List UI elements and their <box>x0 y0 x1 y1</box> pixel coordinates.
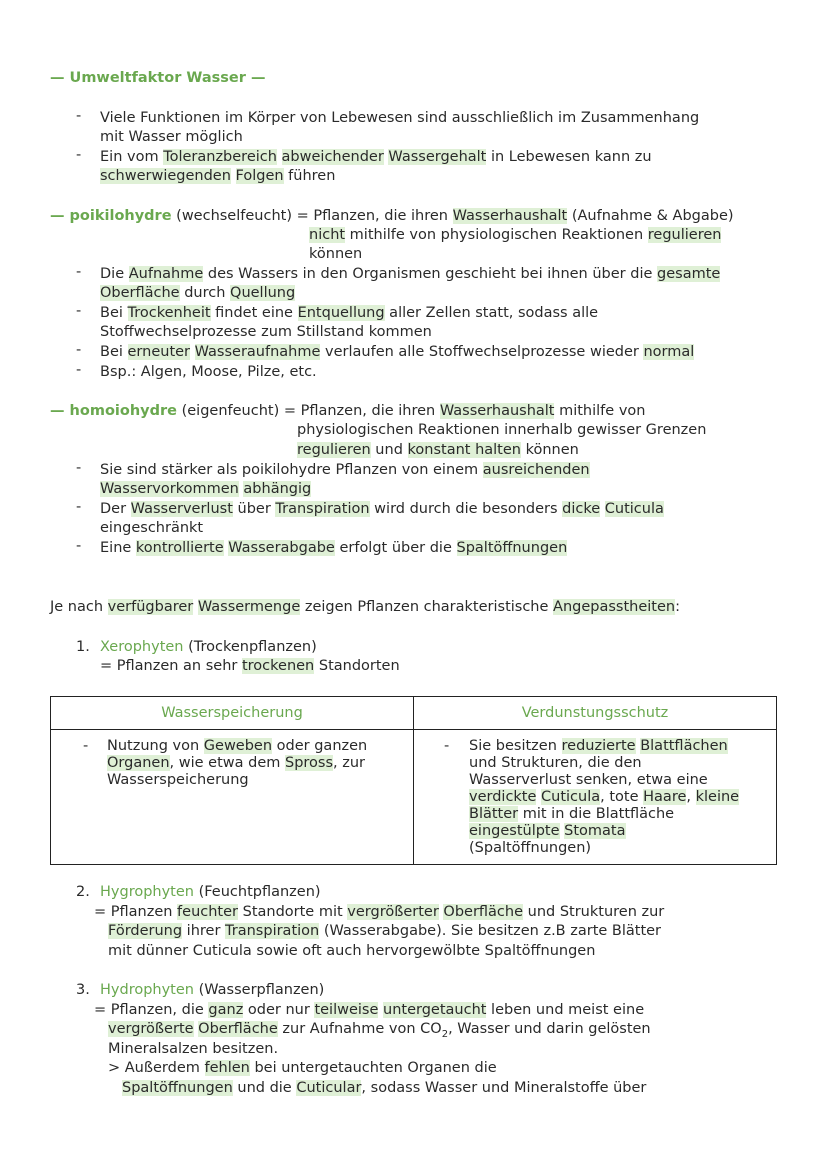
bullet-dash: - <box>76 108 82 124</box>
table-header-wasserspeicherung: Wasserspeicherung <box>51 697 414 730</box>
poikilo-definition: — poikilohydre (wechselfeucht) = Pflanzen, die ihren Wasserhaushalt (Aufnahme & Abgabe) <box>50 208 734 224</box>
poikilo-bullet-line: Stoffwechselprozesse zum Stillstand kommen <box>100 324 432 340</box>
hygrophyten-heading: Hygrophyten (Feuchtpflanzen) <box>100 884 321 900</box>
bullet-dash: - <box>76 342 82 358</box>
table-cell-line: und Strukturen, die den <box>469 755 642 771</box>
hygrophyten-definition-line: Förderung ihrer Transpiration (Wasserabgabe). Sie besitzen z.B zarte Blätter <box>108 923 662 939</box>
table-cell-line: Blätter mit in die Blattfläche <box>469 806 675 822</box>
table-cell-line: Wasserverlust senken, etwa eine <box>469 772 708 788</box>
xerophyten-table <box>50 696 777 865</box>
table-cell-line: Wasserspeicherung <box>107 772 249 788</box>
page-title: — Umweltfaktor Wasser — <box>50 70 266 86</box>
table-cell-line: Nutzung von Geweben oder ganzen <box>107 738 368 754</box>
table-cell <box>51 730 414 865</box>
bullet-dash: - <box>76 303 82 319</box>
intro-line: mit Wasser möglich <box>100 129 243 145</box>
table-header-verdunstungsschutz: Verdunstungsschutz <box>414 697 777 730</box>
hydrophyten-definition: = Pflanzen, die ganz oder nur teilweise untergetaucht leben und meist eine <box>94 1002 645 1018</box>
table-cell-line: eingestülpte Stomata <box>469 823 626 839</box>
poikilo-bullet: Die Aufnahme des Wassers in den Organismen geschieht bei ihnen über die gesamte <box>100 266 721 282</box>
homoio-definition-line: physiologischen Reaktionen innerhalb gewisser Grenzen <box>297 422 707 438</box>
homoio-definition-line: regulieren und konstant halten können <box>297 442 579 458</box>
hygrophyten-definition: = Pflanzen feuchter Standorte mit vergrößerter Oberfläche und Strukturen zur <box>94 904 665 920</box>
intro-line: Viele Funktionen im Körper von Lebewesen sind ausschließlich im Zusammenhang <box>100 110 700 126</box>
list-number: 1. <box>76 639 90 655</box>
intro-line: Ein vom Toleranzbereich abweichender Wassergehalt in Lebewesen kann zu <box>100 149 652 165</box>
hydrophyten-note: > Außerdem fehlen bei untergetauchten Organen die <box>108 1060 497 1076</box>
table-cell-line: (Spaltöffnungen) <box>469 840 592 856</box>
poikilo-bullet: Bsp.: Algen, Moose, Pilze, etc. <box>100 364 317 380</box>
homoio-definition: — homoiohydre (eigenfeucht) = Pflanzen, die ihren Wasserhaushalt mithilfe von <box>50 403 646 419</box>
poikilo-definition-line: können <box>309 246 363 262</box>
table-cell-line: Sie besitzen reduzierte Blattflächen <box>469 738 728 754</box>
homoio-bullet-line: eingeschränkt <box>100 520 204 536</box>
hydrophyten-heading: Hydrophyten (Wasserpflanzen) <box>100 982 325 998</box>
poikilo-bullet: Bei erneuter Wasseraufnahme verlaufen alle Stoffwechselprozesse wieder normal <box>100 344 695 360</box>
poikilo-definition-line: nicht mithilfe von physiologischen Reaktionen regulieren <box>309 227 722 243</box>
xerophyten-heading: Xerophyten (Trockenpflanzen) <box>100 639 317 655</box>
bullet-dash: - <box>76 362 82 378</box>
poikilo-bullet-line: Oberfläche durch Quellung <box>100 285 296 301</box>
hydrophyten-note-line: Spaltöffnungen und die Cuticular, sodass Wasser und Mineralstoffe über <box>122 1080 647 1096</box>
bullet-dash: - <box>83 738 89 754</box>
poikilo-bullet: Bei Trockenheit findet eine Entquellung aller Zellen statt, sodass alle <box>100 305 599 321</box>
table-cell-line: Organen, wie etwa dem Spross, zur <box>107 755 365 771</box>
bullet-dash: - <box>76 264 82 280</box>
homoio-bullet: Eine kontrollierte Wasserabgabe erfolgt über die Spaltöffnungen <box>100 540 568 556</box>
homoio-bullet-line: Wasservorkommen abhängig <box>100 481 312 497</box>
intro-line: schwerwiegenden Folgen führen <box>100 168 336 184</box>
list-number: 2. <box>76 884 90 900</box>
hydrophyten-definition-line: Mineralsalzen besitzen. <box>108 1041 279 1057</box>
table-cell <box>414 730 777 865</box>
bullet-dash: - <box>76 460 82 476</box>
adaptations-intro: Je nach verfügbarer Wassermenge zeigen Pflanzen charakteristische Angepasstheiten: <box>50 599 680 615</box>
hydrophyten-definition-line: vergrößerte Oberfläche zur Aufnahme von $CO_2$, Wasser und darin gelösten <box>108 1021 651 1040</box>
xerophyten-definition: = Pflanzen an sehr trockenen Standorten <box>100 658 400 674</box>
bullet-dash: - <box>76 538 82 554</box>
list-number: 3. <box>76 982 90 998</box>
bullet-dash: - <box>444 738 450 754</box>
homoio-bullet: Sie sind stärker als poikilohydre Pflanzen von einem ausreichenden <box>100 462 590 478</box>
bullet-dash: - <box>76 499 82 515</box>
table-cell-line: verdickte Cuticula, tote Haare, kleine <box>469 789 740 805</box>
hygrophyten-definition-line: mit dünner Cuticula sowie oft auch hervorgewölbte Spaltöffnungen <box>108 943 596 959</box>
homoio-bullet: Der Wasserverlust über Transpiration wird durch die besonders dicke Cuticula <box>100 501 664 517</box>
bullet-dash: - <box>76 147 82 163</box>
